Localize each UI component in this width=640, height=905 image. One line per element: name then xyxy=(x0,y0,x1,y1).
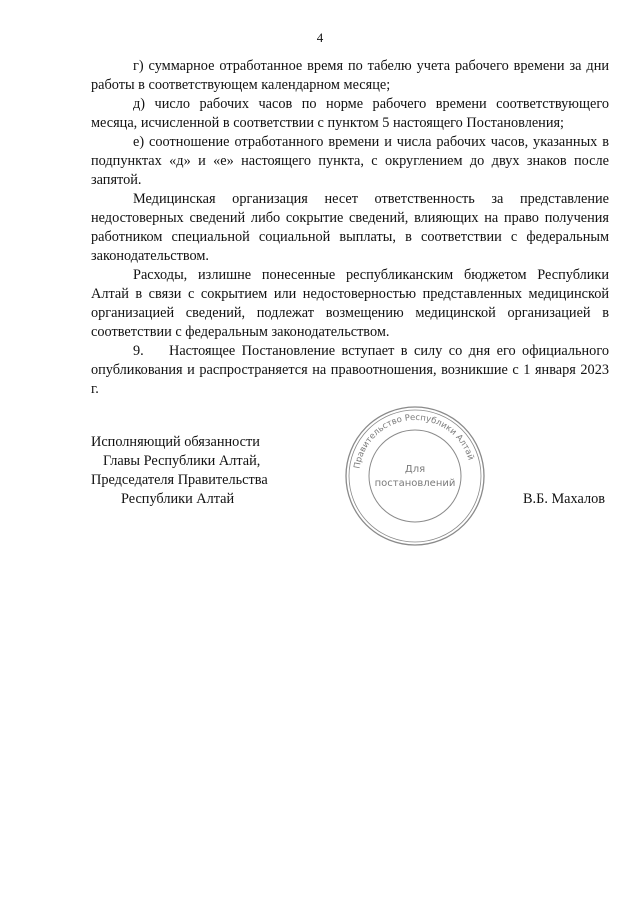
signatory-title-line-1: Исполняющий обязанности xyxy=(91,434,260,450)
signatory-title-line-3: Председателя Правительства xyxy=(91,472,268,488)
signer-name: В.Б. Махалов xyxy=(523,491,605,507)
paragraph-expenses: Расходы, излишне понесенные республиканским бюджетом Республики Алтай в связи с сокрытием или недостоверностью представленных медицинской организацией сведений, подлежат возмещению медицинской организацией в соответствии с федеральным законодательством. xyxy=(91,267,609,340)
paragraph-responsibility: Медицинская организация несет ответственность за представление недостоверных сведений либо сокрытие сведений, влияющих на право получения работником специальной социальной выплаты, в соответствии с федеральным законодательством. xyxy=(91,191,609,264)
paragraph-subitem-g: г) суммарное отработанное время по табелю учета рабочего времени за дни работы в соответствующем календарном месяце; xyxy=(91,58,609,93)
paragraph-subitem-e: е) соотношение отработанного времени и числа рабочих часов, указанных в подпунктах «д» и «е» настоящего пункта, с округлением до двух знаков после запятой. xyxy=(91,134,609,188)
stamp-ring-text: Правительство Республики Алтай xyxy=(352,412,476,470)
paragraph-effective-date-text: Настоящее Постановление вступает в силу со дня его официального опубликования и распространяется на правоотношения, возникшие с 1 января 2023 г. xyxy=(91,343,609,397)
stamp-inner-ring xyxy=(369,430,461,522)
stamp-center-line-2: постановлений xyxy=(374,478,456,489)
signatory-title xyxy=(91,433,268,509)
official-stamp xyxy=(343,404,487,548)
stamp-outer-ring xyxy=(346,407,484,545)
stamp-center-line-1: Для xyxy=(404,464,426,475)
paragraph-number: 9. xyxy=(133,343,144,359)
page-number: 4 xyxy=(316,30,324,45)
signatory-title-line-2: Главы Республики Алтай, xyxy=(103,453,261,469)
paragraph-effective-date xyxy=(91,342,609,399)
paragraph-subitem-d: д) число рабочих часов по норме рабочего времени соответствующего месяца, исчисленной в соответствии с пунктом 5 настоящего Постановления; xyxy=(91,96,609,131)
document-body xyxy=(91,57,609,399)
signatory-title-line-4: Республики Алтай xyxy=(121,491,235,507)
